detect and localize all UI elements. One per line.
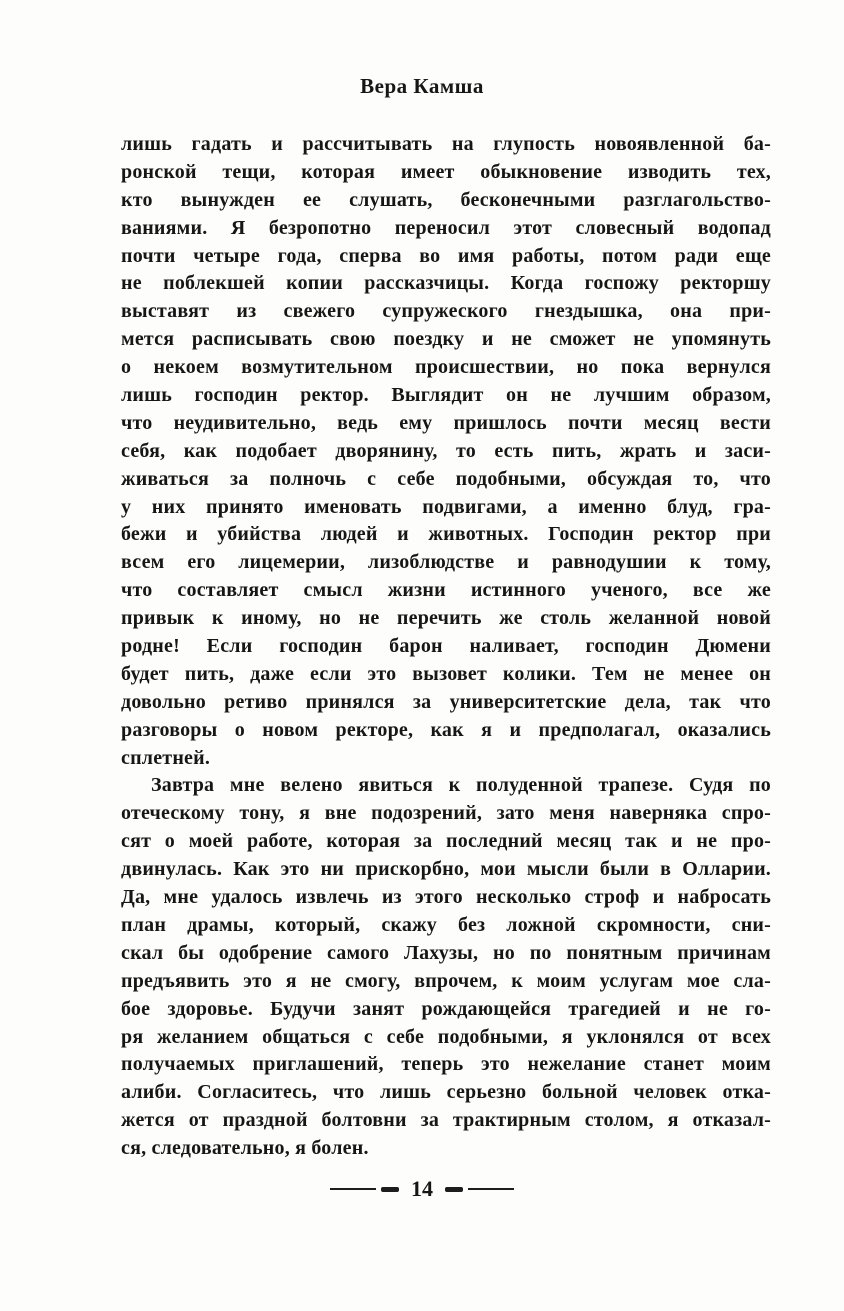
text-line: всем его лицемерии, лизоблюдстве и равнодушии к тому, [121, 551, 771, 574]
text-line: жется от праздной болтовни за трактирным столом, я отказал- [121, 1109, 771, 1132]
text-line: отеческому тону, я вне подозрений, зато меня наверняка спро- [121, 802, 771, 825]
page-number: 14 [411, 1176, 433, 1201]
text-line: родне! Если господин барон наливает, господин Дюмени [121, 635, 771, 658]
text-line: Завтра мне велено явиться к полуденной трапезе. Судя по [151, 774, 771, 797]
thin-rule-icon [330, 1188, 376, 1190]
footer-rule-left [330, 1187, 399, 1192]
footer-rule-right [445, 1187, 514, 1192]
text-line: предъявить это я не смогу, впрочем, к моим услугам мое сла- [121, 969, 771, 992]
text-line: план драмы, который, скажу без ложной скромности, сни- [121, 913, 771, 936]
text-line: сплетней. [121, 746, 211, 769]
thick-rule-icon [445, 1187, 463, 1192]
text-line: привык к иному, но не перечить же столь желанной новой [121, 607, 771, 630]
text-line: ронской тещи, которая имеет обыкновение изводить тех, [121, 160, 771, 183]
text-line: о некоем возмутительном происшествии, но пока вернулся [121, 356, 771, 379]
text-line: что неудивительно, ведь ему пришлось почти месяц вести [121, 411, 771, 434]
text-line: алиби. Согласитесь, что лишь серьезно больной человек отка- [121, 1081, 771, 1104]
text-line: получаемых приглашений, теперь это нежелание станет моим [121, 1053, 771, 1076]
text-line: мется расписывать свою поездку и не сможет не упомянуть [121, 328, 771, 351]
text-line: двинулась. Как это ни прискорбно, мои мысли были в Олларии. [121, 858, 771, 881]
text-line: будет пить, даже если это вызовет колики. Тем не менее он [121, 662, 771, 685]
text-line: что составляет смысл жизни истинного ученого, все же [121, 579, 771, 602]
text-line: бое здоровье. Будучи занят рождающейся трагедией и не го- [121, 997, 771, 1020]
body-text-block [121, 131, 771, 1163]
text-line: ваниями. Я безропотно переносил этот словесный водопад [121, 216, 771, 239]
text-line: сят о моей работе, которая за последний месяц так и не про- [121, 830, 771, 853]
text-line: Да, мне удалось извлечь из этого несколько строф и набросать [121, 886, 771, 909]
text-line: у них принято именовать подвигами, а именно блуд, гра- [121, 495, 771, 518]
text-line: разговоры о новом ректоре, как я и предполагал, оказались [121, 718, 771, 741]
thick-rule-icon [381, 1187, 399, 1192]
text-line: скал бы одобрение самого Лахузы, но по понятным причинам [121, 941, 771, 964]
text-line: не поблекшей копии рассказчицы. Когда госпожу ректоршу [121, 272, 771, 295]
text-line: себя, как подобает дворянину, то есть пить, жрать и заси- [121, 439, 771, 462]
text-line: выставят из свежего супружеского гнездышка, она при- [121, 300, 771, 323]
thin-rule-icon [468, 1188, 514, 1190]
text-line: лишь гадать и рассчитывать на глупость новоявленной ба- [121, 133, 771, 155]
text-line: ря желанием общаться с себе подобными, я уклонялся от всех [121, 1025, 771, 1048]
text-line: лишь господин ректор. Выглядит он не лучшим образом, [121, 384, 771, 407]
running-head-author: Вера Камша [360, 74, 484, 98]
text-line: живаться за полночь с себе подобными, обсуждая то, что [121, 467, 771, 490]
page-footer [0, 1178, 844, 1200]
text-line: ся, следовательно, я болен. [121, 1137, 369, 1160]
text-line: бежи и убийства людей и животных. Господин ректор при [121, 523, 771, 546]
text-line: почти четыре года, сперва во имя работы, потом ради еще [121, 244, 771, 267]
text-line: довольно ретиво принялся за университетские дела, так что [121, 690, 771, 713]
text-line: кто вынужден ее слушать, бесконечными разглагольство- [121, 188, 771, 211]
